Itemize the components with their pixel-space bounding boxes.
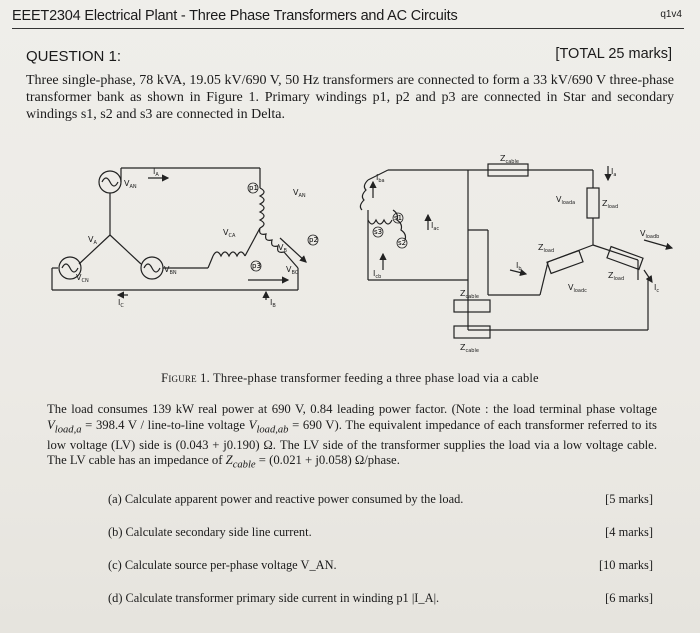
question-total-marks: [TOTAL 25 marks] bbox=[555, 46, 672, 62]
label-v-an: $V_{AN}$ bbox=[124, 179, 137, 190]
label-z-cable-a: $Z_{cable}$ bbox=[500, 154, 519, 165]
label-i-a: $I_A$ bbox=[153, 167, 159, 178]
label-z-cable-b: $Z_{cable}$ bbox=[460, 289, 479, 300]
label-p3: p3 bbox=[252, 262, 261, 270]
problem-description bbox=[47, 402, 657, 473]
label-z-cable-c: $Z_{cable}$ bbox=[460, 343, 479, 354]
label-i-cb: $I_{cb}$ bbox=[373, 269, 382, 280]
header-title: EEET2304 Electrical Plant - Three Phase Transformers and AC Circuits bbox=[12, 8, 458, 24]
symbol-z-cable: Z bbox=[225, 453, 233, 468]
label-i-b: $I_B$ bbox=[270, 298, 276, 309]
part-label: (d) Calculate transformer primary side current in winding p1 |I_A|. bbox=[108, 591, 440, 605]
question-part-b bbox=[108, 525, 653, 558]
label-z-load-b: $Z_{load}$ bbox=[538, 243, 555, 254]
part-marks: [6 marks] bbox=[605, 591, 653, 605]
part-label: (c) Calculate source per-phase voltage V_AN. bbox=[108, 558, 337, 572]
label-v-b: $V_B$ bbox=[278, 243, 287, 254]
problem-text-2: = 398.4 V / line-to-line voltage bbox=[81, 417, 249, 432]
label-s2: s2 bbox=[398, 239, 407, 247]
page-header bbox=[12, 6, 684, 29]
symbol-v-load-a: V bbox=[47, 417, 55, 432]
label-z-load-c: $Z_{load}$ bbox=[608, 271, 625, 282]
label-i-sb: $I_b$ bbox=[516, 261, 522, 272]
label-i-sa: $I_a$ bbox=[611, 167, 617, 178]
symbol-v-load-ab-sub: load,ab bbox=[256, 424, 289, 436]
question-intro: Three single-phase, 78 kVA, 19.05 kV/690 V, 50 Hz transformers are connected to form a 33 kV/690 V three-phase transformer bank as shown in Figure 1. Primary windings p1, p2 and p3 are connected in Star and secondary windings s1, s2 and s3 are connected in Delta. bbox=[26, 73, 674, 122]
figure-caption-label: Figure 1. bbox=[161, 371, 210, 385]
label-v-bn: $V_{BN}$ bbox=[164, 265, 177, 276]
problem-text-1: The load consumes 139 kW real power at 690 V, 0.84 leading power factor. (Note : the load terminal phase voltage bbox=[47, 402, 657, 416]
part-label: (a) Calculate apparent power and reactive power consumed by the load. bbox=[108, 492, 464, 506]
figure-caption bbox=[0, 371, 700, 386]
label-s1: s1 bbox=[394, 214, 403, 222]
label-v-ab: $V_{AN}$ bbox=[293, 188, 306, 199]
figure-caption-text: Three-phase transformer feeding a three phase load via a cable bbox=[213, 371, 539, 385]
part-marks: [10 marks] bbox=[598, 558, 653, 572]
label-v-a: $V_A$ bbox=[88, 235, 97, 246]
symbol-v-load-ab: V bbox=[248, 417, 257, 432]
label-v-ca: $V_{CA}$ bbox=[223, 228, 236, 239]
label-i-ba: $I_{ba}$ bbox=[376, 173, 385, 184]
load-impedance-a bbox=[587, 188, 599, 218]
label-v-loadc: $V_{loadc}$ bbox=[568, 283, 587, 294]
question-part-d bbox=[108, 591, 653, 624]
version-code: q1v4 bbox=[660, 9, 682, 20]
part-marks: [5 marks] bbox=[605, 492, 653, 506]
question-part-a bbox=[108, 492, 653, 525]
label-v-bc: $V_{BC}$ bbox=[286, 265, 299, 276]
symbol-z-cable-sub: cable bbox=[232, 459, 256, 471]
label-i-sc: $I_c$ bbox=[654, 283, 660, 294]
label-z-load-a: $Z_{load}$ bbox=[602, 199, 619, 210]
cable-impedance-b bbox=[454, 300, 490, 312]
problem-text-4: = (0.021 + j0.058) Ω/phase. bbox=[255, 453, 400, 468]
symbol-v-load-a-sub: load,a bbox=[54, 424, 82, 436]
label-v-loadb: $V_{loadb}$ bbox=[640, 229, 660, 240]
label-i-c: $I_C$ bbox=[118, 298, 124, 309]
circuit-figure bbox=[48, 150, 673, 360]
question-part-c bbox=[108, 558, 653, 591]
label-v-cn: $V_{CN}$ bbox=[76, 273, 89, 284]
cable-impedance-c bbox=[454, 326, 490, 338]
label-p1: p1 bbox=[249, 184, 258, 192]
label-v-loada: $V_{loada}$ bbox=[556, 195, 576, 206]
part-label: (b) Calculate secondary side line current. bbox=[108, 525, 312, 539]
label-s3: s3 bbox=[374, 228, 383, 236]
part-marks: [4 marks] bbox=[605, 525, 653, 539]
label-i-ac: $I_{ac}$ bbox=[431, 221, 440, 232]
problem-text-3: = 690 V). The equivalent impedance of each transformer referred to its low voltage (LV) side is (0.043 + j0.190) Ω. The LV side of the transformer supplies the load via a low voltage cable. The LV cable has an impedance of bbox=[47, 417, 657, 468]
question-label: QUESTION 1: bbox=[26, 48, 122, 65]
question-parts bbox=[108, 492, 653, 624]
label-p2: p2 bbox=[309, 236, 318, 244]
